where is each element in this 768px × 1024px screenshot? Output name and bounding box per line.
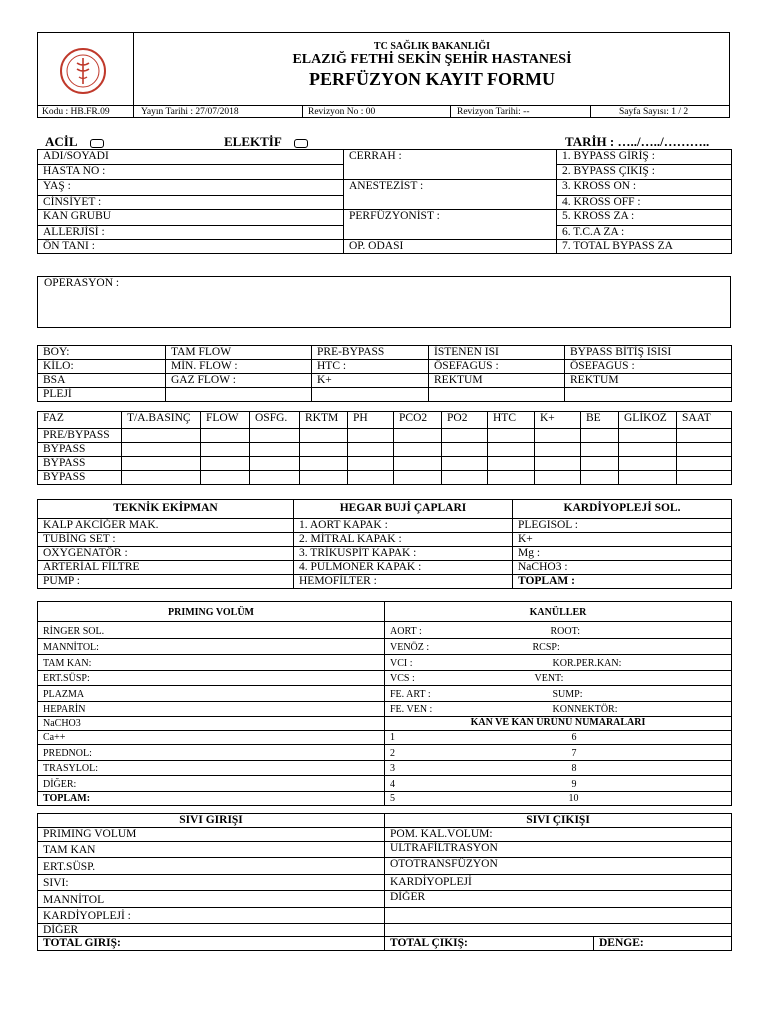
measure-cell[interactable]: İSTENEN ISI xyxy=(429,346,565,360)
fluid-in-item[interactable]: DİĞER xyxy=(38,924,385,937)
phase-label: PRE/BYPASS xyxy=(38,429,122,443)
phase-cell[interactable] xyxy=(394,471,442,485)
hegar-cell[interactable]: HEMOFİLTER : xyxy=(294,575,513,589)
patient-age[interactable]: YAŞ : xyxy=(38,180,344,196)
measure-cell[interactable] xyxy=(565,388,732,402)
phase-cell[interactable] xyxy=(442,429,488,443)
priming-item[interactable]: MANNİTOL: xyxy=(38,639,385,655)
blood-group[interactable]: KAN GRUBU xyxy=(38,210,344,226)
kanul-cell[interactable]: VCS : xyxy=(385,671,521,686)
priming-item[interactable]: TRASYLOL: xyxy=(38,761,385,776)
blood-products-header: KAN VE KAN ÜRÜNÜ NUMARALARI xyxy=(385,717,732,731)
kanul-header: KANÜLLER xyxy=(385,602,732,622)
phase-cell[interactable] xyxy=(122,457,201,471)
patient-info-table xyxy=(37,149,732,254)
measure-cell[interactable]: BSA xyxy=(38,374,166,388)
phase-cell[interactable] xyxy=(348,443,394,457)
equipment-cell[interactable]: PUMP : xyxy=(38,575,294,589)
phase-cell[interactable] xyxy=(348,429,394,443)
meta-revision-date: Revizyon Tarihi: -- xyxy=(457,107,530,117)
phase-cell[interactable] xyxy=(488,457,535,471)
priming-item[interactable]: RİNGER SOL. xyxy=(38,622,385,639)
fluid-out-item[interactable]: POM. KAL.VOLUM: xyxy=(385,828,732,842)
phase-cell[interactable] xyxy=(348,457,394,471)
measure-cell[interactable]: TAM FLOW xyxy=(166,346,312,360)
priming-item[interactable]: PREDNOL: xyxy=(38,745,385,761)
cardioplegia-cell[interactable]: NaCHO3 : xyxy=(513,561,732,575)
meta-divider-4 xyxy=(590,105,591,118)
phase-header: OSFG. xyxy=(250,412,300,429)
phase-cell[interactable] xyxy=(535,457,581,471)
phase-cell[interactable] xyxy=(122,443,201,457)
perfusionist-field[interactable]: PERFÜZYONİST : xyxy=(344,210,557,240)
meta-revision-no: Revizyon No : 00 xyxy=(308,107,376,117)
header-meta-divider xyxy=(37,105,730,106)
phase-cell[interactable] xyxy=(619,457,677,471)
phase-cell[interactable] xyxy=(535,429,581,443)
phase-cell[interactable] xyxy=(619,443,677,457)
measure-cell[interactable]: BOY: xyxy=(38,346,166,360)
priming-item[interactable]: PLAZMA xyxy=(38,686,385,702)
phase-header: PCO2 xyxy=(394,412,442,429)
priming-item[interactable]: Ca++ xyxy=(38,731,385,745)
measure-cell[interactable]: PRE-BYPASS xyxy=(312,346,429,360)
blood-product-no[interactable]: 10 xyxy=(521,792,732,806)
blood-product-no[interactable]: 6 xyxy=(521,731,732,745)
bypass-end[interactable]: 2. BYPASS ÇIKIŞ : xyxy=(557,165,732,180)
fluid-out-item[interactable]: DİĞER xyxy=(385,891,732,908)
patient-gender[interactable]: CİNSİYET : xyxy=(38,196,344,210)
measures-table xyxy=(37,345,732,402)
phase-cell[interactable] xyxy=(250,443,300,457)
acil-option[interactable] xyxy=(45,134,104,150)
cross-on[interactable]: 3. KROSS ON : xyxy=(557,180,732,196)
acil-checkbox-icon[interactable] xyxy=(90,139,104,148)
kanul-cell[interactable]: FE. ART : xyxy=(385,686,521,702)
elektif-option[interactable] xyxy=(224,134,308,150)
blood-product-no[interactable]: 7 xyxy=(521,745,732,761)
acil-label: ACİL xyxy=(45,134,78,149)
phase-cell[interactable] xyxy=(581,429,619,443)
phase-label: BYPASS xyxy=(38,471,122,485)
equipment-table xyxy=(37,499,732,589)
phase-cell[interactable] xyxy=(535,471,581,485)
fluid-out-item[interactable]: ULTRAFİLTRASYON xyxy=(385,842,732,858)
phase-label: BYPASS xyxy=(38,457,122,471)
phase-cell[interactable] xyxy=(201,443,250,457)
fluid-in-item[interactable]: MANNİTOL xyxy=(38,891,385,908)
priming-item[interactable]: TAM KAN: xyxy=(38,655,385,671)
kanul-cell[interactable]: KONNEKTÖR: xyxy=(521,702,732,717)
kanul-cell[interactable]: RCSP: xyxy=(521,639,732,655)
phase-cell[interactable] xyxy=(619,471,677,485)
phase-cell[interactable] xyxy=(300,457,348,471)
phase-header: FAZ xyxy=(38,412,122,429)
phase-cell[interactable] xyxy=(201,471,250,485)
equipment-cell[interactable]: ARTERİAL FİLTRE xyxy=(38,561,294,575)
anesthetist-field[interactable]: ANESTEZİST : xyxy=(344,180,557,210)
fluid-out-item[interactable] xyxy=(385,924,732,937)
phase-cell[interactable] xyxy=(201,429,250,443)
date-field[interactable]: TARİH : …../…../……….. xyxy=(565,134,710,149)
phase-cell[interactable] xyxy=(300,471,348,485)
phase-cell[interactable] xyxy=(250,429,300,443)
fluid-in-item[interactable]: PRIMING VOLUM xyxy=(38,828,385,842)
hegar-cell[interactable]: 4. PULMONER KAPAK : xyxy=(294,561,513,575)
operation-box[interactable] xyxy=(37,276,731,328)
phase-header: HTC xyxy=(488,412,535,429)
kanul-cell[interactable]: AORT : xyxy=(385,622,521,639)
kanul-cell[interactable]: KOR.PER.KAN: xyxy=(521,655,732,671)
phase-cell[interactable] xyxy=(201,457,250,471)
priming-table xyxy=(37,601,732,806)
phase-header: SAAT xyxy=(677,412,732,429)
measure-cell[interactable]: HTC : xyxy=(312,360,429,374)
phase-cell[interactable] xyxy=(348,471,394,485)
phase-cell[interactable] xyxy=(122,471,201,485)
equipment-cell[interactable]: OXYGENATÖR : xyxy=(38,547,294,561)
priming-item[interactable]: NaCHO3 xyxy=(38,717,385,731)
phase-cell[interactable] xyxy=(581,471,619,485)
phase-cell[interactable] xyxy=(394,429,442,443)
elektif-checkbox-icon[interactable] xyxy=(294,139,308,148)
meta-divider-1 xyxy=(133,105,134,118)
measure-cell[interactable]: REKTUM xyxy=(429,374,565,388)
ministry-logo-icon xyxy=(59,47,107,95)
phase-label: BYPASS xyxy=(38,443,122,457)
blood-product-no[interactable]: 5 xyxy=(385,792,521,806)
operation-label: OPERASYON : xyxy=(44,277,120,289)
phase-cell[interactable] xyxy=(619,429,677,443)
hegar-header: HEGAR BUJİ ÇAPLARI xyxy=(294,500,513,519)
phase-cell[interactable] xyxy=(677,471,732,485)
blood-product-no[interactable]: 2 xyxy=(385,745,521,761)
fluid-in-item[interactable]: ERT.SÜSP. xyxy=(38,858,385,875)
phase-cell[interactable] xyxy=(394,457,442,471)
phase-header: FLOW xyxy=(201,412,250,429)
phase-cell[interactable] xyxy=(394,443,442,457)
phase-header: RKTM xyxy=(300,412,348,429)
allergy[interactable]: ALLERJİSİ : xyxy=(38,226,344,240)
surgeon-field[interactable]: CERRAH : xyxy=(344,150,557,180)
priming-item[interactable]: HEPARİN xyxy=(38,702,385,717)
fluid-out-item[interactable] xyxy=(385,908,732,924)
phase-cell[interactable] xyxy=(122,429,201,443)
cardioplegia-cell[interactable]: K+ xyxy=(513,533,732,547)
total-bypass-za[interactable]: 7. TOTAL BYPASS ZA xyxy=(557,240,732,254)
phase-cell[interactable] xyxy=(488,429,535,443)
kanul-cell[interactable]: VENÖZ : xyxy=(385,639,521,655)
equipment-cell[interactable]: TUBİNG SET : xyxy=(38,533,294,547)
phase-cell[interactable] xyxy=(581,457,619,471)
fluid-out-total[interactable]: TOTAL ÇIKIŞ: xyxy=(385,937,594,951)
patient-name[interactable]: ADI/SOYADI xyxy=(38,150,344,165)
phase-header: T/A.BASINÇ xyxy=(122,412,201,429)
phase-cell[interactable] xyxy=(677,457,732,471)
equipment-cell[interactable]: KALP AKCİĞER MAK. xyxy=(38,519,294,533)
priming-header: PRIMING VOLÜM xyxy=(38,602,385,622)
blood-product-no[interactable]: 1 xyxy=(385,731,521,745)
blood-product-no[interactable]: 3 xyxy=(385,761,521,776)
phase-header: PH xyxy=(348,412,394,429)
phase-header: GLİKOZ xyxy=(619,412,677,429)
measure-cell[interactable] xyxy=(166,388,312,402)
fluid-out-header: SIVI ÇIKIŞI xyxy=(385,814,732,828)
fluid-out-item[interactable]: KARDİYOPLEJİ xyxy=(385,875,732,891)
blood-product-no[interactable]: 4 xyxy=(385,776,521,792)
priming-item[interactable]: ERT.SÜSP: xyxy=(38,671,385,686)
kanul-cell[interactable]: SUMP: xyxy=(521,686,732,702)
meta-divider-2 xyxy=(302,105,303,118)
kanul-cell[interactable]: ROOT: xyxy=(521,622,732,639)
hospital-name: ELAZIĞ FETHİ SEKİN ŞEHİR HASTANESİ xyxy=(292,52,572,67)
cardioplegia-cell[interactable]: PLEGISOL : xyxy=(513,519,732,533)
bypass-start[interactable]: 1. BYPASS GİRİŞ : xyxy=(557,150,732,165)
meta-publish-date: Yayın Tarihi : 27/07/2018 xyxy=(141,107,239,117)
measure-cell[interactable]: BYPASS BİTİŞ ISISI xyxy=(565,346,732,360)
meta-divider-3 xyxy=(450,105,451,118)
measure-cell[interactable] xyxy=(429,388,565,402)
phase-cell[interactable] xyxy=(677,429,732,443)
cross-off[interactable]: 4. KROSS OFF : xyxy=(557,196,732,210)
phase-cell[interactable] xyxy=(442,471,488,485)
phase-cell[interactable] xyxy=(442,457,488,471)
elektif-label: ELEKTİF xyxy=(224,134,282,149)
hegar-cell[interactable]: 3. TRİKUSPİT KAPAK : xyxy=(294,547,513,561)
phase-cell[interactable] xyxy=(442,443,488,457)
fluid-out-item[interactable]: OTOTRANSFÜZYON xyxy=(385,858,732,875)
meta-code: Kodu : HB.FR.09 xyxy=(42,107,110,117)
measure-cell[interactable]: MİN. FLOW : xyxy=(166,360,312,374)
cardioplegia-header: KARDİYOPLEJİ SOL. xyxy=(513,500,732,519)
meta-page-count: Sayfa Sayısı: 1 / 2 xyxy=(619,107,689,117)
tca-za[interactable]: 6. T.C.A ZA : xyxy=(557,226,732,240)
fluid-balance[interactable]: DENGE: xyxy=(594,937,732,951)
phase-cell[interactable] xyxy=(488,443,535,457)
kanul-cell[interactable]: VENT: xyxy=(521,671,732,686)
form-title: PERFÜZYON KAYIT FORMU xyxy=(308,69,555,89)
phase-cell[interactable] xyxy=(677,443,732,457)
measure-cell[interactable]: ÖSEFAGUS : xyxy=(429,360,565,374)
kanul-cell[interactable]: FE. VEN : xyxy=(385,702,521,717)
pre-diagnosis[interactable]: ÖN TANI : xyxy=(38,240,344,254)
hegar-cell[interactable]: 1. AORT KAPAK : xyxy=(294,519,513,533)
phase-cell[interactable] xyxy=(535,443,581,457)
ministry-name: TC SAĞLIK BAKANLIĞI xyxy=(373,41,491,52)
equipment-header: TEKNİK EKİPMAN xyxy=(38,500,294,519)
priming-item[interactable]: DİĞER: xyxy=(38,776,385,792)
measure-cell[interactable]: REKTUM xyxy=(565,374,732,388)
cardioplegia-cell[interactable]: Mg : xyxy=(513,547,732,561)
phase-header: BE xyxy=(581,412,619,429)
cross-za[interactable]: 5. KROSS ZA : xyxy=(557,210,732,226)
phase-header: PO2 xyxy=(442,412,488,429)
phase-cell[interactable] xyxy=(488,471,535,485)
patient-no[interactable]: HASTA NO : xyxy=(38,165,344,180)
priming-total[interactable]: TOPLAM: xyxy=(38,792,385,806)
blood-product-no[interactable]: 8 xyxy=(521,761,732,776)
phases-table xyxy=(37,411,732,485)
fluid-in-total[interactable]: TOTAL GIRIŞ: xyxy=(38,937,385,951)
phase-cell[interactable] xyxy=(250,457,300,471)
measure-cell[interactable]: ÖSEFAGUS : xyxy=(565,360,732,374)
fluid-in-header: SIVI GIRIŞI xyxy=(38,814,385,828)
phase-cell[interactable] xyxy=(250,471,300,485)
phase-cell[interactable] xyxy=(300,443,348,457)
measure-cell[interactable] xyxy=(312,388,429,402)
measure-cell[interactable]: PLEJİ xyxy=(38,388,166,402)
phase-header: K+ xyxy=(535,412,581,429)
blood-product-no[interactable]: 9 xyxy=(521,776,732,792)
hegar-cell[interactable]: 2. MİTRAL KAPAK : xyxy=(294,533,513,547)
phase-cell[interactable] xyxy=(300,429,348,443)
operation-room[interactable]: OP. ODASI xyxy=(344,240,557,254)
fluid-in-item[interactable]: SIVI: xyxy=(38,875,385,891)
fluid-in-item[interactable]: KARDİYOPLEJİ : xyxy=(38,908,385,924)
kanul-cell[interactable]: VCI : xyxy=(385,655,521,671)
cardioplegia-total[interactable]: TOPLAM : xyxy=(513,575,732,589)
fluids-table xyxy=(37,813,732,951)
phase-cell[interactable] xyxy=(581,443,619,457)
fluid-in-item[interactable]: TAM KAN xyxy=(38,842,385,858)
measure-cell[interactable]: KİLO: xyxy=(38,360,166,374)
measure-cell[interactable]: GAZ FLOW : xyxy=(166,374,312,388)
measure-cell[interactable]: K+ xyxy=(312,374,429,388)
